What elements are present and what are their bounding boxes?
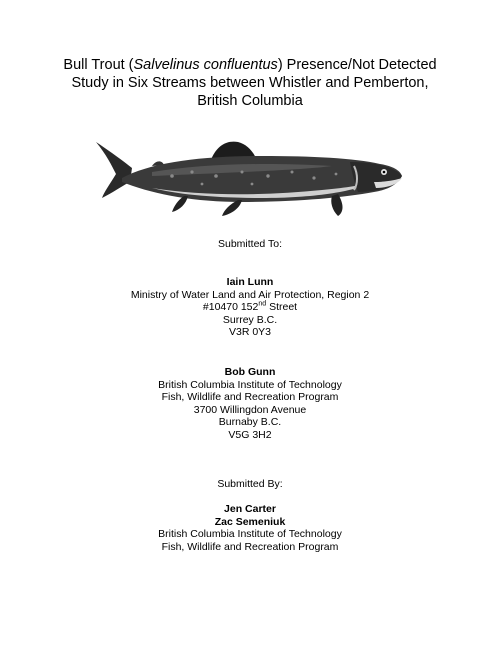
title-line-2: Study in Six Streams between Whistler and Pemberton,: [71, 75, 429, 91]
bull-trout-illustration: [92, 132, 408, 224]
recipient-1-postal: V3R 0Y3: [228, 326, 272, 338]
recipient-1-street: #10470 152nd Street: [202, 300, 298, 313]
recipient-2-city: Burnaby B.C.: [218, 416, 282, 428]
recipient-2-org: British Columbia Institute of Technology: [158, 378, 342, 391]
recipient-1-org: Ministry of Water Land and Air Protection, Region 2: [130, 288, 370, 301]
author-1-name: Jen Carter: [224, 503, 276, 515]
author-2-name: Zac Semeniuk: [214, 515, 286, 528]
submitted-by-org: British Columbia Institute of Technology: [158, 528, 342, 540]
recipient-2: [60, 366, 440, 441]
species-name: Salvelinus confluentus: [133, 57, 278, 73]
title-line-1: Bull Trout (Salvelinus confluentus) Presence/Not Detected: [63, 57, 437, 73]
document-title: [40, 56, 460, 110]
recipient-2-name: Bob Gunn: [224, 366, 276, 378]
submitted-by-heading: Submitted By:: [217, 478, 283, 490]
title-line-3: British Columbia: [197, 93, 303, 109]
submitted-to-heading: Submitted To:: [217, 238, 282, 250]
submitted-by-block: [60, 503, 440, 553]
recipient-1-name: Iain Lunn: [226, 276, 274, 288]
recipient-2-program: Fish, Wildlife and Recreation Program: [161, 391, 339, 403]
recipient-1: [60, 276, 440, 339]
recipient-2-street: 3700 Willingdon Avenue: [193, 403, 307, 416]
submitted-by-program: Fish, Wildlife and Recreation Program: [161, 540, 339, 553]
fish-icon: [92, 132, 408, 224]
recipient-2-postal: V5G 3H2: [228, 428, 272, 441]
recipient-1-city: Surrey B.C.: [222, 313, 278, 326]
